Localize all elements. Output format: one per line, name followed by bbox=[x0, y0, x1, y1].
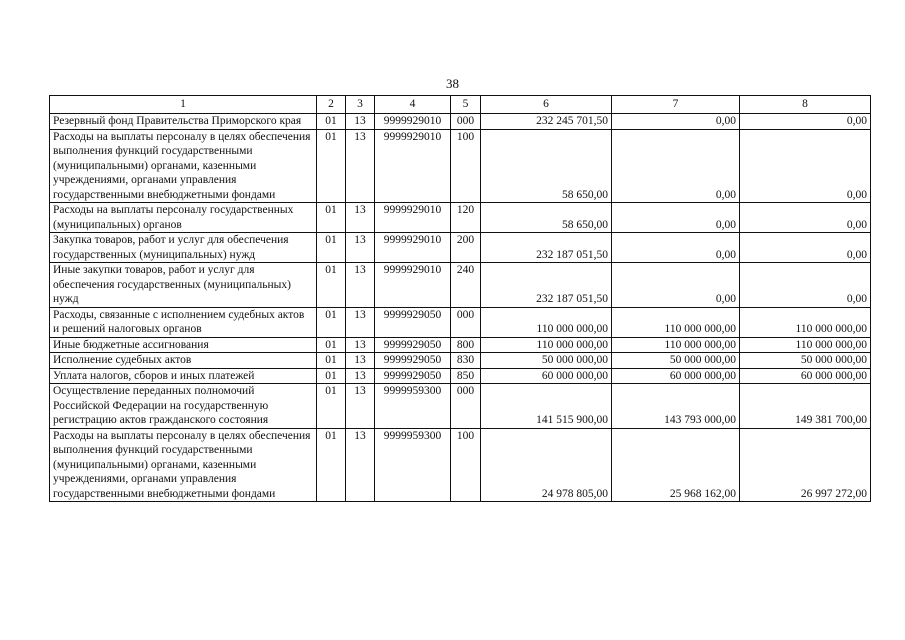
amount-col8: 0,00 bbox=[740, 263, 871, 308]
amount-col6: 141 515 900,00 bbox=[481, 384, 612, 429]
header-cell: 4 bbox=[375, 96, 451, 114]
section-code: 01 bbox=[317, 428, 346, 502]
expense-name: Резервный фонд Правительства Приморского края bbox=[50, 114, 317, 130]
amount-col8: 110 000 000,00 bbox=[740, 307, 871, 337]
table-row bbox=[50, 233, 871, 263]
subsection-code: 13 bbox=[346, 129, 375, 203]
amount-col7: 50 000 000,00 bbox=[612, 353, 740, 369]
expense-name: Расходы, связанные с исполнением судебных актов и решений налоговых органов bbox=[50, 307, 317, 337]
table-row bbox=[50, 263, 871, 308]
table-row bbox=[50, 129, 871, 203]
amount-col6: 24 978 805,00 bbox=[481, 428, 612, 502]
section-code: 01 bbox=[317, 337, 346, 353]
expense-type-code: 000 bbox=[451, 384, 481, 429]
table-row bbox=[50, 203, 871, 233]
table-row bbox=[50, 353, 871, 369]
expense-name: Уплата налогов, сборов и иных платежей bbox=[50, 368, 317, 384]
subsection-code: 13 bbox=[346, 203, 375, 233]
subsection-code: 13 bbox=[346, 428, 375, 502]
section-code: 01 bbox=[317, 353, 346, 369]
amount-col8: 0,00 bbox=[740, 114, 871, 130]
amount-col7: 143 793 000,00 bbox=[612, 384, 740, 429]
section-code: 01 bbox=[317, 263, 346, 308]
amount-col7: 0,00 bbox=[612, 233, 740, 263]
subsection-code: 13 bbox=[346, 337, 375, 353]
expense-type-code: 240 bbox=[451, 263, 481, 308]
section-code: 01 bbox=[317, 129, 346, 203]
section-code: 01 bbox=[317, 307, 346, 337]
table-row bbox=[50, 307, 871, 337]
amount-col7: 60 000 000,00 bbox=[612, 368, 740, 384]
header-cell: 8 bbox=[740, 96, 871, 114]
target-article-code: 9999929010 bbox=[375, 203, 451, 233]
amount-col6: 110 000 000,00 bbox=[481, 337, 612, 353]
target-article-code: 9999929050 bbox=[375, 353, 451, 369]
amount-col8: 0,00 bbox=[740, 203, 871, 233]
amount-col8: 149 381 700,00 bbox=[740, 384, 871, 429]
amount-col8: 60 000 000,00 bbox=[740, 368, 871, 384]
section-code: 01 bbox=[317, 203, 346, 233]
amount-col6: 232 187 051,50 bbox=[481, 263, 612, 308]
target-article-code: 9999929010 bbox=[375, 129, 451, 203]
section-code: 01 bbox=[317, 233, 346, 263]
target-article-code: 9999929010 bbox=[375, 114, 451, 130]
table-header-row bbox=[50, 96, 871, 114]
amount-col6: 110 000 000,00 bbox=[481, 307, 612, 337]
expense-type-code: 850 bbox=[451, 368, 481, 384]
expense-name: Исполнение судебных актов bbox=[50, 353, 317, 369]
section-code: 01 bbox=[317, 384, 346, 429]
subsection-code: 13 bbox=[346, 114, 375, 130]
header-cell: 3 bbox=[346, 96, 375, 114]
expense-name: Иные бюджетные ассигнования bbox=[50, 337, 317, 353]
amount-col8: 26 997 272,00 bbox=[740, 428, 871, 502]
amount-col8: 0,00 bbox=[740, 233, 871, 263]
amount-col6: 232 245 701,50 bbox=[481, 114, 612, 130]
table-row bbox=[50, 114, 871, 130]
expense-type-code: 120 bbox=[451, 203, 481, 233]
amount-col8: 50 000 000,00 bbox=[740, 353, 871, 369]
amount-col6: 58 650,00 bbox=[481, 129, 612, 203]
budget-table bbox=[49, 95, 871, 502]
header-cell: 2 bbox=[317, 96, 346, 114]
subsection-code: 13 bbox=[346, 353, 375, 369]
target-article-code: 9999959300 bbox=[375, 428, 451, 502]
section-code: 01 bbox=[317, 368, 346, 384]
amount-col7: 25 968 162,00 bbox=[612, 428, 740, 502]
expense-type-code: 830 bbox=[451, 353, 481, 369]
expense-name: Иные закупки товаров, работ и услуг для обеспечения государственных (муниципальных) нужд bbox=[50, 263, 317, 308]
amount-col6: 232 187 051,50 bbox=[481, 233, 612, 263]
amount-col6: 50 000 000,00 bbox=[481, 353, 612, 369]
target-article-code: 9999959300 bbox=[375, 384, 451, 429]
expense-type-code: 100 bbox=[451, 129, 481, 203]
amount-col7: 0,00 bbox=[612, 203, 740, 233]
expense-name: Закупка товаров, работ и услуг для обеспечения государственных (муниципальных) нужд bbox=[50, 233, 317, 263]
amount-col6: 60 000 000,00 bbox=[481, 368, 612, 384]
subsection-code: 13 bbox=[346, 263, 375, 308]
amount-col7: 0,00 bbox=[612, 129, 740, 203]
header-cell: 5 bbox=[451, 96, 481, 114]
header-cell: 7 bbox=[612, 96, 740, 114]
amount-col8: 110 000 000,00 bbox=[740, 337, 871, 353]
amount-col8: 0,00 bbox=[740, 129, 871, 203]
subsection-code: 13 bbox=[346, 368, 375, 384]
subsection-code: 13 bbox=[346, 307, 375, 337]
expense-name: Расходы на выплаты персоналу государственных (муниципальных) органов bbox=[50, 203, 317, 233]
expense-name: Расходы на выплаты персоналу в целях обеспечения выполнения функций государственными (муниципальными) органами, казенными учреждениями, органами управления государственными внебюджетными фондами bbox=[50, 129, 317, 203]
subsection-code: 13 bbox=[346, 233, 375, 263]
amount-col7: 0,00 bbox=[612, 114, 740, 130]
header-cell: 6 bbox=[481, 96, 612, 114]
table-row bbox=[50, 337, 871, 353]
section-code: 01 bbox=[317, 114, 346, 130]
table-row bbox=[50, 428, 871, 502]
expense-type-code: 000 bbox=[451, 307, 481, 337]
target-article-code: 9999929010 bbox=[375, 263, 451, 308]
expense-type-code: 800 bbox=[451, 337, 481, 353]
amount-col7: 0,00 bbox=[612, 263, 740, 308]
expense-name: Расходы на выплаты персоналу в целях обеспечения выполнения функций государственными (муниципальными) органами, казенными учреждениями, органами управления государственными внебюджетными фондами bbox=[50, 428, 317, 502]
amount-col7: 110 000 000,00 bbox=[612, 337, 740, 353]
target-article-code: 9999929050 bbox=[375, 368, 451, 384]
subsection-code: 13 bbox=[346, 384, 375, 429]
table-row bbox=[50, 384, 871, 429]
target-article-code: 9999929050 bbox=[375, 307, 451, 337]
expense-type-code: 000 bbox=[451, 114, 481, 130]
amount-col6: 58 650,00 bbox=[481, 203, 612, 233]
page-number: 38 bbox=[446, 76, 459, 91]
expense-name: Осуществление переданных полномочий Российской Федерации на государственную регистрацию актов гражданского состояния bbox=[50, 384, 317, 429]
target-article-code: 9999929050 bbox=[375, 337, 451, 353]
amount-col7: 110 000 000,00 bbox=[612, 307, 740, 337]
target-article-code: 9999929010 bbox=[375, 233, 451, 263]
expense-type-code: 100 bbox=[451, 428, 481, 502]
header-cell: 1 bbox=[50, 96, 317, 114]
table-row bbox=[50, 368, 871, 384]
expense-type-code: 200 bbox=[451, 233, 481, 263]
